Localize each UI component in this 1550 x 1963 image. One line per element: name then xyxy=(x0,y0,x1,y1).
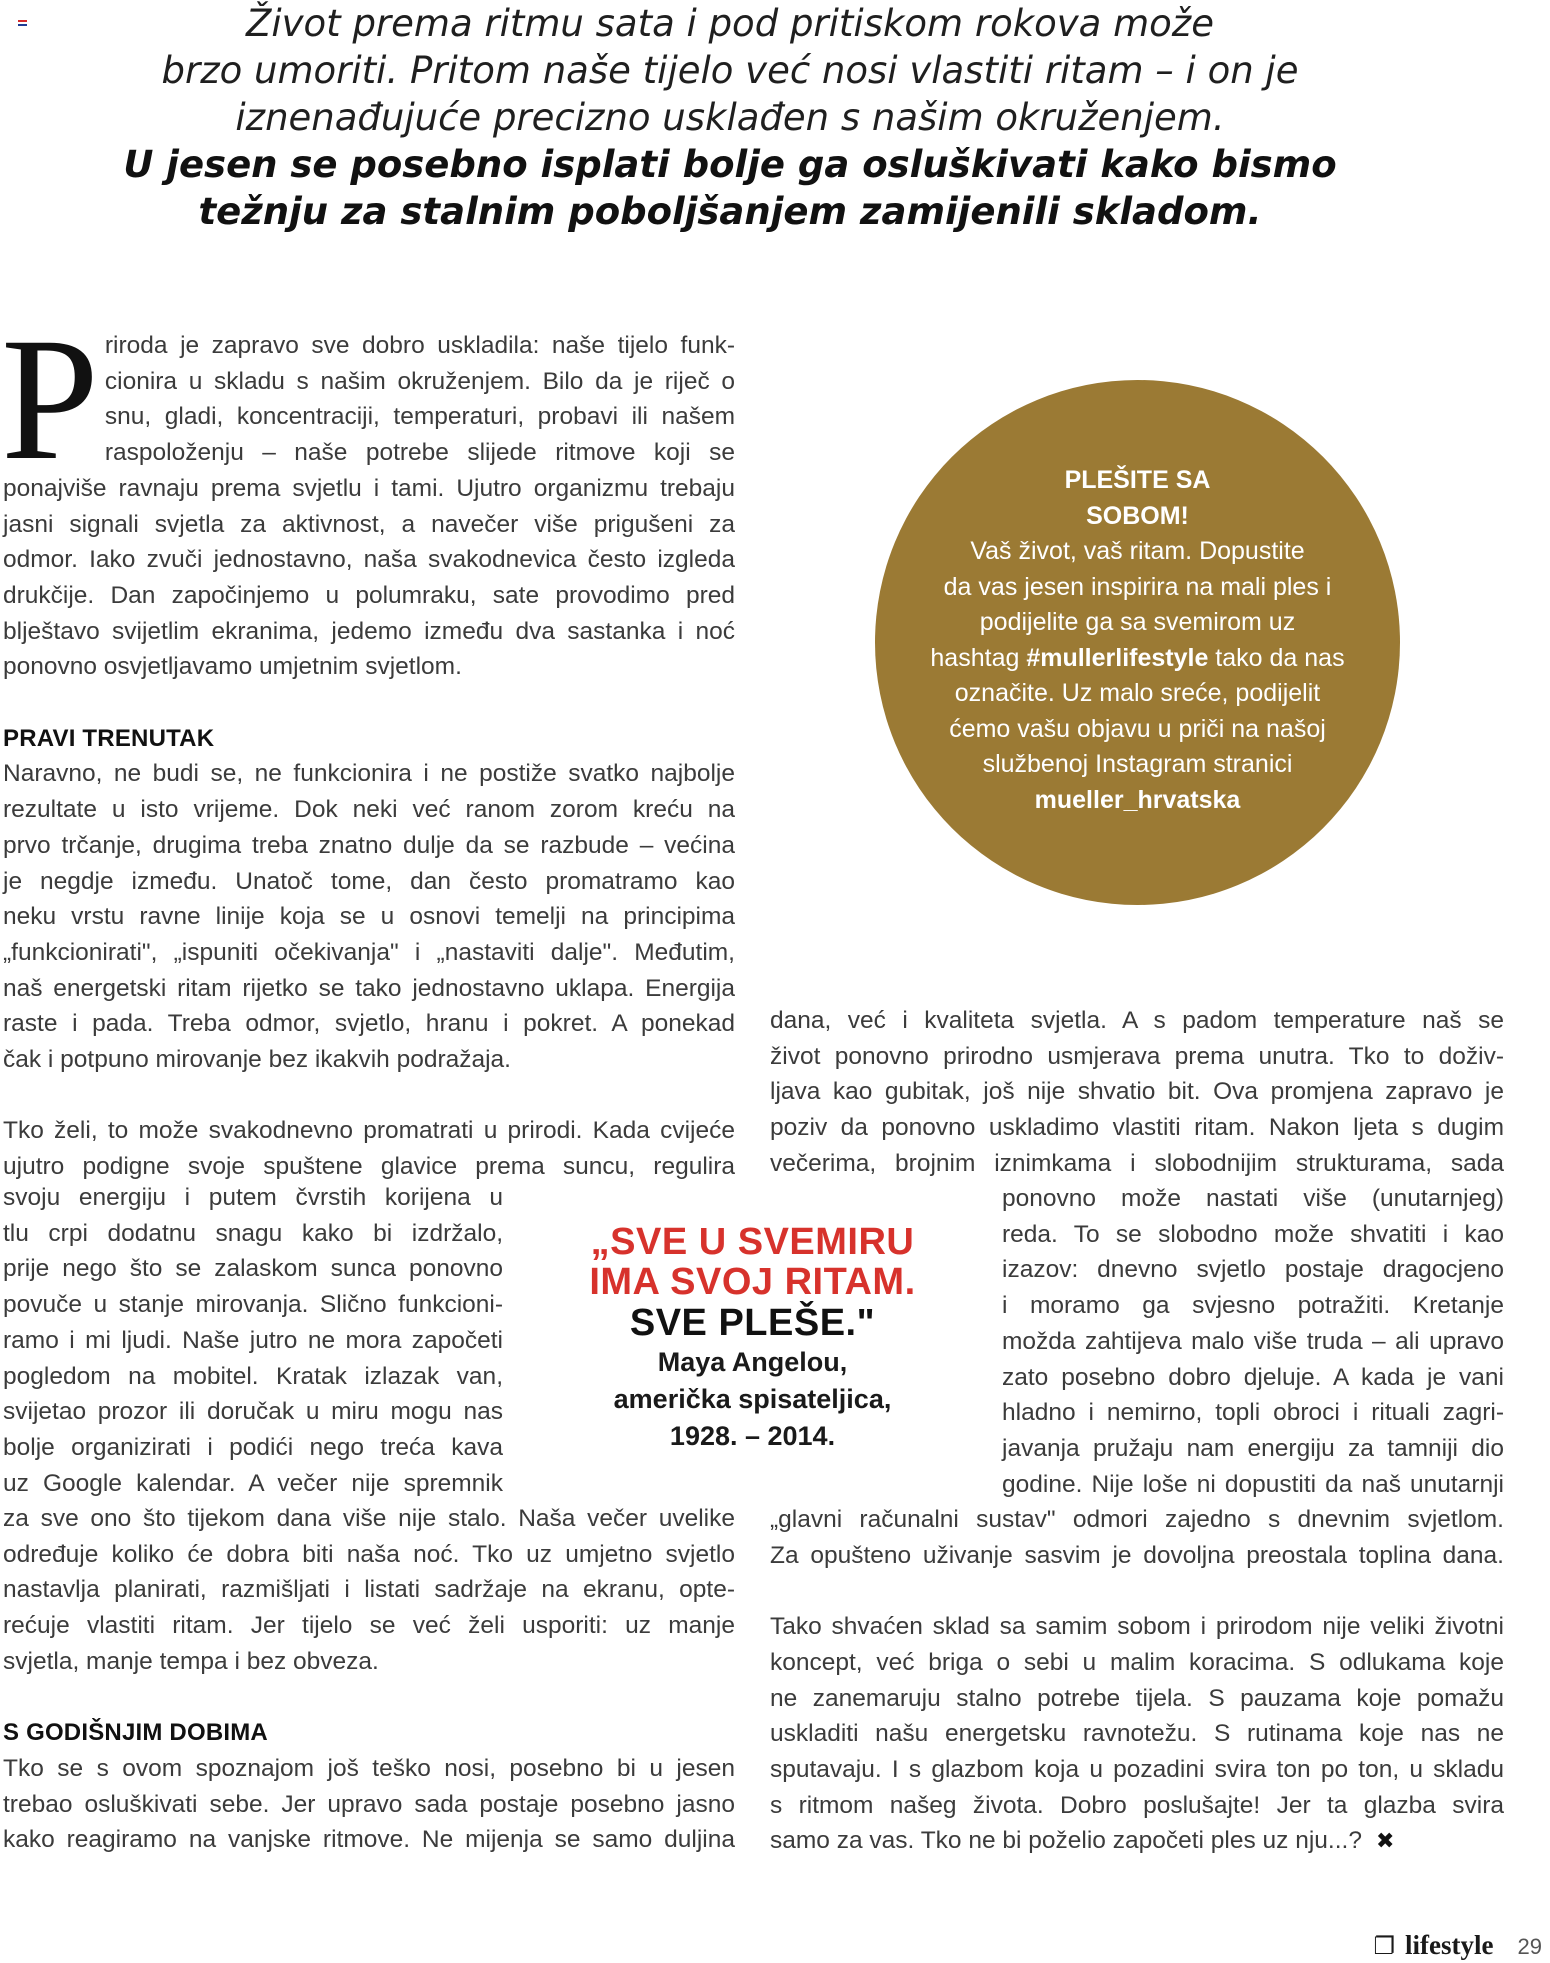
intro-text: brzo umoriti. Pritom naše tijelo već nosi vlastiti ritam – i on je xyxy=(161,49,1299,92)
drop-cap: P xyxy=(1,302,99,497)
body-line: odmor. Iako zvuči jednostavno, naša svakodnevica često izgleda xyxy=(3,546,735,574)
body-line: koncept, već briga o sebi u malim koracima. S odlukama koje xyxy=(770,1648,1504,1676)
body-line: možda zahtijeva malo više truda – ali upravo xyxy=(1002,1327,1504,1355)
body-line: ujutro podigne svoje spuštene glavice prema suncu, regulira xyxy=(3,1153,735,1181)
body-line: uz Google kalendar. A večer nije spremnik xyxy=(3,1469,503,1497)
body-line: svijetao prozor ili doručak u miru mogu nas xyxy=(3,1398,503,1426)
body-line: blještavo svijetlim ekranima, jedemo između dva sastanka i noć xyxy=(3,617,735,645)
quote-author: Maya Angelou, xyxy=(657,1347,848,1377)
intro-highlight: težnju za stalnim poboljšanjem zamijenili skladom. xyxy=(198,190,1262,233)
body-line: jasni signali svjetla za aktivnost, a navečer više prigušeni za xyxy=(3,510,735,538)
callout-text: hashtag #mullerlifestyle tako da nas xyxy=(930,643,1345,672)
section-heading-godisnja-doba: S GODIŠNJIM DOBIMA xyxy=(3,1719,268,1747)
body-line: trebao osluškivati sebe. Jer upravo sada postaje posebno jasno xyxy=(3,1790,735,1818)
body-line: dana, već i kvaliteta svjetla. A s padom temperature naš se xyxy=(770,1007,1504,1034)
body-line: godine. Nije loše ni dopustiti da naš unutarnji xyxy=(1002,1470,1504,1498)
body-line: ne zanemaruju stalno potrebe tijela. S pauzama koje pomažu xyxy=(770,1684,1504,1712)
body-line: izazov: dnevno svjetlo postaje dragocjeno xyxy=(1002,1256,1504,1284)
section-heading-pravi-trenutak: PRAVI TRENUTAK xyxy=(3,724,215,752)
lifestyle-logo-icon: ❐ xyxy=(1373,1933,1396,1960)
body-line: bolje organizirati i podići nego treća kava xyxy=(3,1433,503,1461)
right-column-wrap xyxy=(1002,1181,1504,1502)
body-line: Tko se s ovom spoznajom još teško nosi, posebno bi u jesen xyxy=(3,1754,735,1782)
body-line: nastavlja planirati, razmišljati i listati sadržaje na ekranu, opte- xyxy=(3,1576,735,1604)
left-column-wrap xyxy=(3,1180,503,1501)
callout-text: podijelite ga sa svemirom uz xyxy=(979,608,1296,636)
end-mark-icon: ✖ xyxy=(1375,1828,1395,1854)
hashtag-callout-circle xyxy=(875,380,1400,905)
callout-text: da vas jesen inspirira na mali ples i xyxy=(943,572,1332,601)
body-line: „funkcionirati", „ispuniti očekivanja" i „nastaviti dalje". Međutim, xyxy=(3,938,735,966)
body-line: život ponovno prirodno usmjerava prema unutra. Tko to doživ- xyxy=(770,1042,1504,1070)
body-line: drukčije. Dan započinjemo u polumraku, sate provodimo pred xyxy=(3,581,735,609)
body-line: čak i potpuno mirovanje bez ikakvih podražaja. xyxy=(3,1046,511,1074)
body-line: ponovno može nastati više (unutarnjeg) xyxy=(1002,1185,1504,1212)
body-line: Naravno, ne budi se, ne funkcionira i ne postiže svatko najbolje xyxy=(3,760,735,788)
callout-title: SOBOM! xyxy=(1086,501,1189,530)
intro-standfirst xyxy=(80,0,1380,235)
body-line: hladno i nemirno, topli obroci i rituali zagri- xyxy=(1002,1399,1504,1427)
callout-text: ćemo vašu objavu u priči na našoj xyxy=(949,714,1326,743)
body-line: ponovno osvjetljavamo umjetnim svjetlom. xyxy=(3,653,462,681)
body-line: uskladiti našu energetsku ravnotežu. S rutinama koje nas ne xyxy=(770,1720,1504,1748)
intro-text: iznenađujuće precizno usklađen s našim okruženjem. xyxy=(235,96,1225,139)
intro-text: Život prema ritmu sata i pod pritiskom rokova može xyxy=(246,2,1214,45)
body-line: kako reagiramo na vanjske ritmove. Ne mijenja se samo duljina xyxy=(3,1826,735,1854)
body-line: zato posebno dobro djeluje. A kada je vani xyxy=(1002,1363,1504,1391)
quote-author-years: 1928. – 2014. xyxy=(669,1421,836,1451)
intro-highlight: U jesen se posebno isplati bolje ga osluškivati kako bismo xyxy=(123,143,1337,186)
instagram-handle: mueller_hrvatska xyxy=(1034,785,1241,814)
quote-text: „SVE U SVEMIRU xyxy=(590,1221,915,1263)
body-line: povuče u stanje mirovanja. Slično funkcioni- xyxy=(3,1291,503,1319)
page-number: 29 xyxy=(1517,1934,1542,1959)
body-line: raspoloženju – naše potrebe slijede ritmove koji se xyxy=(104,439,735,467)
body-line: ramo i mi ljudi. Naše jutro ne mora započeti xyxy=(3,1326,503,1354)
body-line: za sve ono što tijekom dana više nije stalo. Naša večer uvelike xyxy=(3,1505,735,1532)
quote-author-role: američka spisateljica, xyxy=(613,1384,892,1414)
body-line: „glavni računalni sustav" odmori zajedno s dnevnim svjetlom. xyxy=(770,1506,1504,1533)
right-column-top xyxy=(770,1003,1504,1182)
body-line: svjetla, manje tempa i bez obveza. xyxy=(3,1647,379,1675)
left-column-bottom xyxy=(3,1501,735,1858)
callout-text: službenoj Instagram stranici xyxy=(982,750,1293,778)
hashtag: #mullerlifestyle xyxy=(1026,643,1209,672)
body-line: neku vrstu ravne linije koja se u osnovi temelji na principima xyxy=(3,903,735,931)
body-line: određuje koliko će dobra biti naša noć. Tko uz umjetno svjetlo xyxy=(3,1540,735,1568)
body-line: reda. To se slobodno može shvatiti i kao xyxy=(1002,1220,1504,1248)
body-line: prije nego što se zalaskom sunca ponovno xyxy=(3,1255,503,1283)
body-line: ljava kao gubitak, još nije shvatio bit. Ova promjena zapravo je xyxy=(770,1078,1504,1106)
body-line: poziv da ponovno uskladimo vlastiti ritam. Nakon ljeta s dugim xyxy=(770,1114,1504,1142)
body-line: naš energetski ritam rijetko se tako jednostavno uklapa. Energija xyxy=(3,974,735,1002)
body-line: prvo trčanje, drugima treba znatno dulje da se razbude – većina xyxy=(3,831,735,859)
pull-quote xyxy=(540,1222,965,1455)
quote-text: IMA SVOJ RITAM. xyxy=(589,1261,916,1303)
page-footer xyxy=(1374,1930,1542,1961)
callout-title: PLEŠITE SA xyxy=(1064,466,1211,494)
body-line: i moramo ga svjesno potražiti. Kretanje xyxy=(1002,1292,1504,1320)
flag-icon xyxy=(18,20,27,26)
brand-name: lifestyle xyxy=(1405,1930,1494,1960)
body-line: Tako shvaćen sklad sa samim sobom i prirodom nije veliki životni xyxy=(770,1613,1504,1641)
body-line: ponajviše ravnaju prema svjetlu i tami. Ujutro organizmu trebaju xyxy=(3,474,735,502)
body-line: rećuje vlastiti ritam. Jer tijelo se već želi usporiti: uz manje xyxy=(3,1612,735,1640)
body-line: s ritmom našeg života. Dobro poslušajte! Jer ta glazba svira xyxy=(770,1791,1504,1819)
body-line: riroda je zapravo sve dobro uskladila: naše tijelo funk- xyxy=(104,332,735,359)
body-line: Za opušteno uživanje sasvim je dovoljna preostala toplina dana. xyxy=(770,1541,1504,1569)
body-line: rezultate u isto vrijeme. Dok neki već ranom zorom kreću na xyxy=(3,796,735,824)
right-column-bottom xyxy=(770,1502,1504,1859)
body-line: večerima, brojnim iznimkama i slobodnijim strukturama, sada xyxy=(770,1149,1504,1177)
body-line: pogledom na mobitel. Kratak izlazak van, xyxy=(3,1362,503,1390)
body-line: javanja pružaju nam energiju za tamniji dio xyxy=(1002,1434,1504,1462)
body-line: raste i pada. Treba odmor, svjetlo, hranu i pokret. A ponekad xyxy=(3,1010,735,1038)
body-line: snu, gladi, koncentraciji, temperaturi, probavi ili našem xyxy=(104,403,735,431)
callout-text: Vaš život, vaš ritam. Dopustite xyxy=(970,537,1305,565)
body-line: sputavaju. I s glazbom koja u pozadini svira ton po ton, u skladu xyxy=(770,1755,1504,1783)
body-line: tlu crpi dodatnu snagu kako bi izdržalo, xyxy=(3,1219,503,1247)
callout-text: označite. Uz malo sreće, podijelit xyxy=(954,679,1321,707)
left-column-top xyxy=(1,302,735,1185)
body-line: je negdje između. Unatoč tome, dan često promatramo kao xyxy=(3,867,735,895)
body-line: svoju energiju i putem čvrstih korijena u xyxy=(3,1184,503,1211)
body-line: cionira u skladu s našim okruženjem. Bilo da je riječ o xyxy=(104,367,735,395)
body-line: samo za vas. Tko ne bi poželio započeti ples uz nju...? ✖ xyxy=(770,1823,1504,1859)
quote-text: SVE PLEŠE." xyxy=(629,1302,876,1344)
body-line: Tko želi, to može svakodnevno promatrati u prirodi. Kada cvijeće xyxy=(3,1117,735,1145)
